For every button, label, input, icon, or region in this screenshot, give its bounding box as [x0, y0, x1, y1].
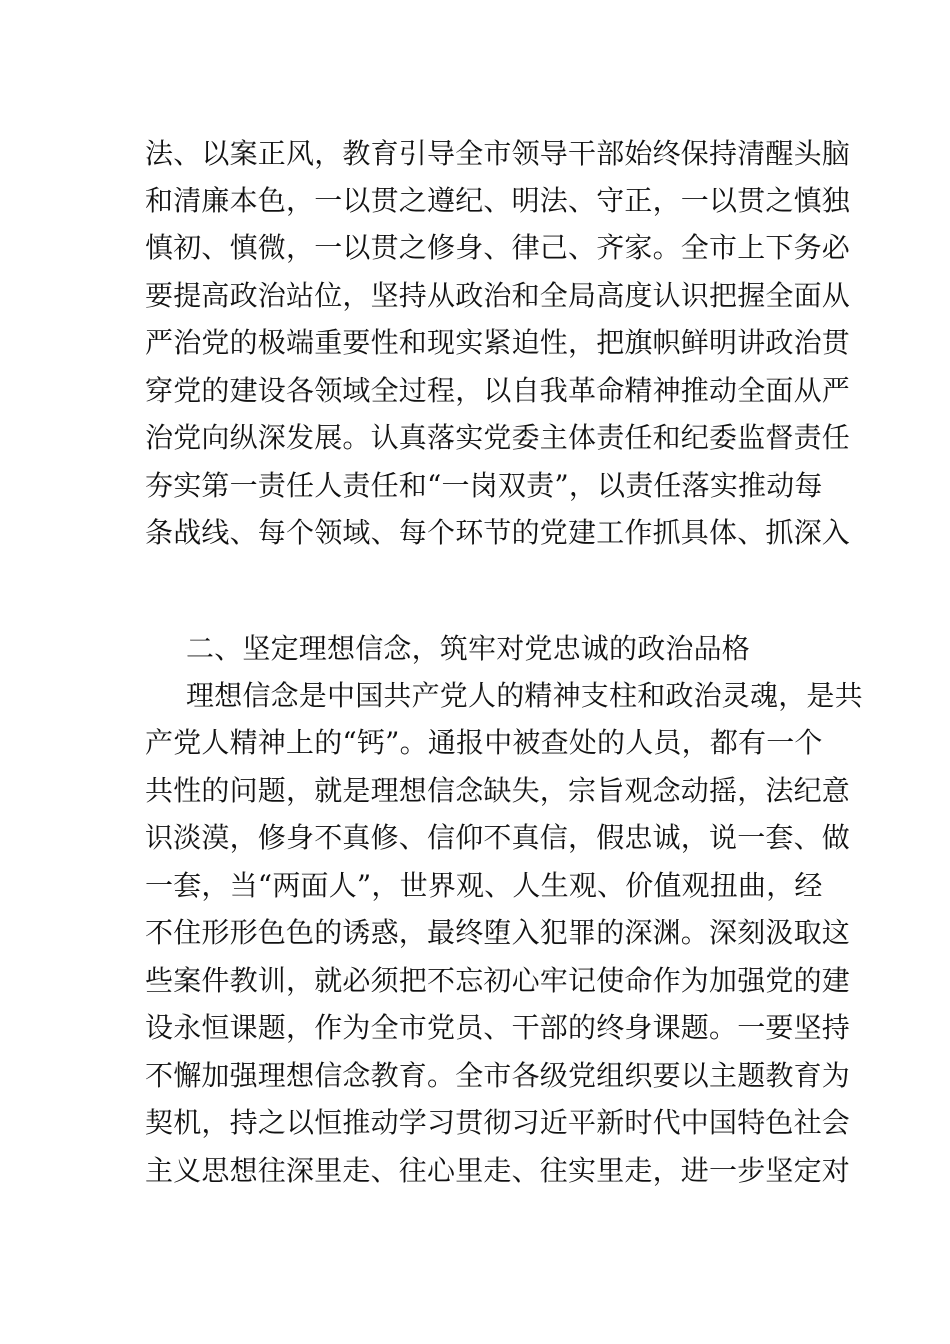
text-line: 主义思想往深里走、往心里走、往实里走，进一步坚定对 [145, 1154, 851, 1187]
text-line: 慎初、慎微，一以贯之修身、律己、齐家。全市上下务必 [145, 231, 851, 264]
text-line: 治党向纵深发展。认真落实党委主体责任和纪委监督责任 [145, 421, 851, 454]
text-line: 夯实第一责任人责任和“一岗双责”，以责任落实推动每 [145, 469, 823, 502]
text-line: 共性的问题，就是理想信念缺失，宗旨观念动摇，法纪意 [145, 774, 851, 807]
text-line: 和清廉本色，一以贯之遵纪、明法、守正，一以贯之慎独 [145, 184, 851, 217]
text-line: 条战线、每个领域、每个环节的党建工作抓具体、抓深入 [145, 516, 851, 549]
text-line: 不住形形色色的诱惑，最终堕入犯罪的深渊。深刻汲取这 [145, 916, 851, 949]
text-line: 一套，当“两面人”，世界观、人生观、价值观扭曲，经 [145, 869, 823, 902]
text-line: 法、以案正风，教育引导全市领导干部始终保持清醒头脑 [145, 137, 851, 170]
text-line: 严治党的极端重要性和现实紧迫性，把旗帜鲜明讲政治贯 [145, 326, 851, 359]
text-line: 识淡漠，修身不真修、信仰不真信，假忠诚，说一套、做 [145, 821, 851, 854]
text-line: 穿党的建设各领域全过程，以自我革命精神推动全面从严 [145, 374, 851, 407]
text-line: 要提高政治站位，坚持从政治和全局高度认识把握全面从 [145, 279, 851, 312]
text-line: 产党人精神上的“钙”。通报中被查处的人员，都有一个 [145, 726, 823, 759]
text-line: 些案件教训，就必须把不忘初心牢记使命作为加强党的建 [145, 964, 851, 997]
section-heading: 二、坚定理想信念，筑牢对党忠诚的政治品格 [186, 632, 751, 665]
text-line: 理想信念是中国共产党人的精神支柱和政治灵魂，是共 [186, 679, 863, 712]
text-line: 不懈加强理想信念教育。全市各级党组织要以主题教育为 [145, 1059, 851, 1092]
text-line: 契机，持之以恒推动学习贯彻习近平新时代中国特色社会 [145, 1106, 851, 1139]
text-line: 设永恒课题，作为全市党员、干部的终身课题。一要坚持 [145, 1011, 851, 1044]
